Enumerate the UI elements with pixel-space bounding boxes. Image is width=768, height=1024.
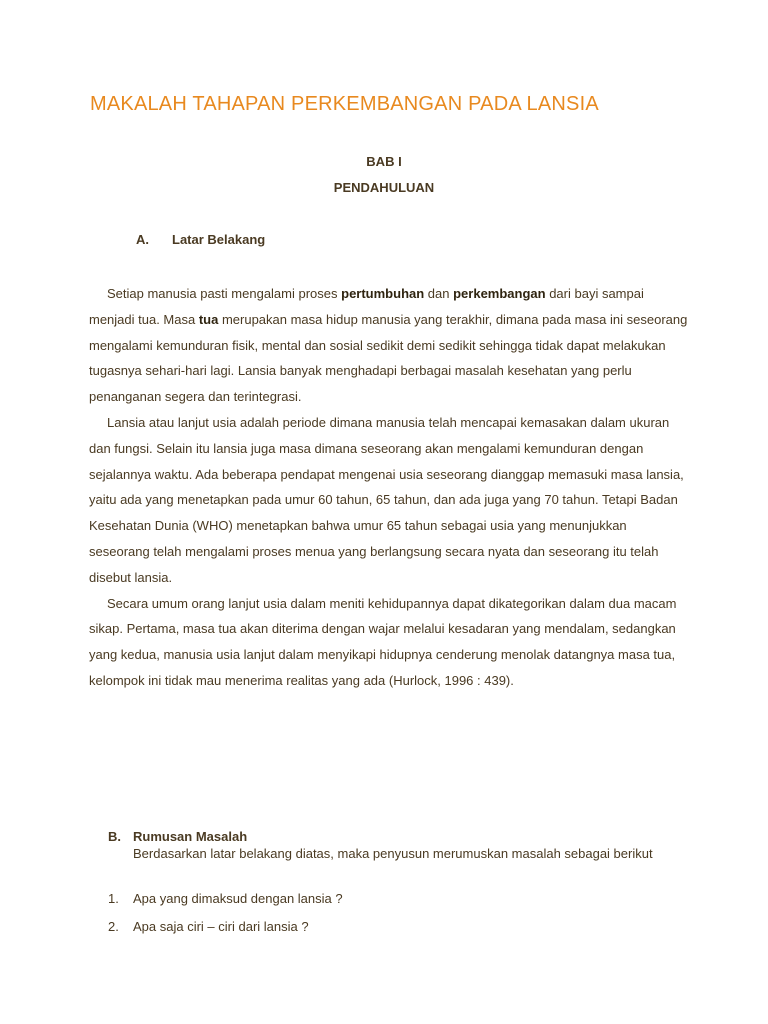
paragraph-1-text-d: dari bayi sampai menjadi tua. Masa — [89, 286, 644, 327]
section-b-title: Rumusan Masalah — [133, 829, 248, 844]
chapter-title: PENDAHULUAN — [333, 180, 435, 195]
section-b-heading — [108, 829, 247, 844]
section-b-intro: Berdasarkan latar belakang diatas, maka penyusun merumuskan masalah sebagai berikut — [133, 846, 653, 861]
section-a-title: Latar Belakang — [172, 232, 266, 247]
list-item-number: 2. — [108, 919, 119, 934]
paragraph-1-text-a: Setiap manusia pasti mengalami proses — [107, 286, 342, 301]
document-title: MAKALAH TAHAPAN PERKEMBANGAN PADA LANSIA — [90, 93, 599, 115]
list-item — [108, 913, 343, 941]
bold-perkembangan: perkembangan — [453, 286, 546, 301]
bold-tua: tua — [198, 311, 219, 327]
problem-list — [108, 885, 343, 941]
paragraph-2: Lansia atau lanjut usia adalah periode dimana manusia telah mencapai kemasakan dalam ukuran dan fungsi. Selain itu lansia juga masa dimana seseorang akan mengalami kemunduran dengan sejalannya waktu. Ada beberapa pendapat mengenai usia seseorang dianggap memasuki masa lansia, yaitu ada yang menetapkan pada umur 60 tahun, 65 tahun, dan ada juga yang 70 tahun. Tetapi Badan Kesehatan Dunia (WHO) menetapkan bahwa umur 65 tahun sebagai usia yang menunjukkan seseorang telah mengalami proses menua yang berlangsung secara nyata dan seseorang itu telah disebut lansia. — [89, 414, 684, 585]
section-a-heading — [136, 232, 265, 247]
paragraph-1-text-c: dan — [424, 286, 454, 301]
paragraph-3: Secara umum orang lanjut usia dalam meniti kehidupannya dapat dikategorikan dalam dua macam sikap. Pertama, masa tua akan diterima dengan wajar melalui kesadaran yang mendalam, sedangkan yang kedua, manusia usia lanjut dalam menyikapi hidupnya cenderung menolak datangnya masa tua, kelompok ini tidak mau menerima realitas yang ada (Hurlock, 1996 : 439). — [89, 595, 677, 688]
chapter-number: BAB I — [366, 154, 402, 169]
bold-pertumbuhan: pertumbuhan — [341, 286, 425, 301]
section-a-letter: A. — [136, 232, 149, 247]
section-b-letter: B. — [108, 829, 121, 844]
paragraph-1 — [89, 281, 689, 410]
list-item-text: Apa yang dimaksud dengan lansia ? — [133, 891, 343, 906]
paragraph-1-text-e: merupakan masa hidup manusia yang terakhir, dimana pada masa ini seseorang mengalami kemunduran fisik, mental dan sosial sedikit demi sedikit sehingga tidak dapat melakukan tugasnya sehari-hari lagi. Lansia banyak menghadapi berbagai masalah kesehatan yang perlu penanganan segera dan terintegrasi. — [89, 311, 688, 405]
list-item-number: 1. — [108, 891, 119, 906]
background-body — [89, 281, 689, 694]
list-item — [108, 885, 343, 913]
list-item-text: Apa saja ciri – ciri dari lansia ? — [133, 919, 309, 934]
